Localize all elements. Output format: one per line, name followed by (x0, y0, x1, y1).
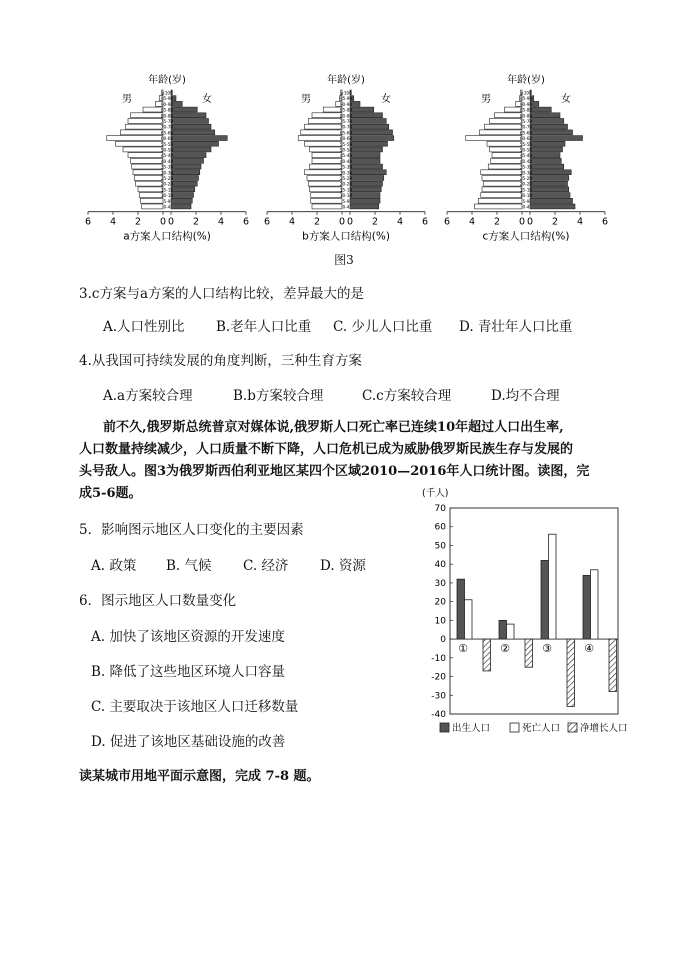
category-label: ③ (542, 642, 552, 656)
female-bar-10-14 (171, 193, 194, 198)
passage-line-2: 人口数量持续减少，人口质量不断下降，人口危机已成为威胁俄罗斯民族生存与发展的 (79, 442, 574, 457)
age-group-label: 80-84 (339, 114, 353, 120)
age-group-label: 70-74 (519, 125, 533, 131)
male-bar-70-74 (126, 124, 164, 129)
female-bar-50-54 (530, 147, 563, 152)
male-bar-20-24 (308, 181, 342, 186)
male-bar-70-74 (305, 124, 343, 129)
male-bar-50-54 (123, 147, 163, 152)
male-bar-55-59 (487, 141, 522, 146)
female-bar-40-44 (171, 158, 204, 163)
female-bar-40-44 (530, 158, 561, 163)
male-bar-5-9 (141, 198, 164, 203)
male-bar-30-34 (133, 170, 163, 175)
age-group-label: 35-39 (519, 165, 533, 171)
male-bar-20-24 (136, 181, 164, 186)
x-tick-label: 6 (263, 216, 271, 228)
death-bar-4 (591, 570, 599, 639)
y-tick-label: 50 (434, 541, 446, 552)
age-group-label: 45-49 (339, 154, 353, 160)
q3-option-a[interactable]: A.人口性别比 (103, 319, 185, 335)
q4-option-d[interactable]: D.均不合理 (491, 388, 560, 404)
passage-line-4: 成5-6题。 (79, 486, 142, 501)
age-group-label: 55-59 (339, 142, 353, 148)
female-bar-75-79 (171, 119, 209, 124)
age-group-label: 30-34 (519, 171, 533, 177)
age-group-label: 30-34 (160, 171, 174, 177)
age-group-label: ≥100 (520, 91, 532, 97)
age-group-label: 40-44 (160, 159, 174, 165)
male-bar-40-44 (131, 158, 164, 163)
male-bar-10-14 (139, 193, 163, 198)
x-tick-label: 0 (159, 216, 167, 228)
male-bar-0-4 (475, 204, 523, 209)
x-tick-label: 4 (468, 216, 476, 228)
net-growth-bar-3 (567, 639, 575, 706)
female-bar-20-24 (530, 181, 568, 186)
female-bar-70-74 (171, 124, 211, 129)
death-bar-3 (549, 534, 557, 639)
age-group-label: 90-94 (339, 102, 353, 108)
female-bar-55-59 (171, 141, 219, 146)
male-bar-80-84 (495, 113, 523, 118)
female-bar-5-9 (171, 198, 192, 203)
age-group-label: 55-59 (160, 142, 174, 148)
male-bar-50-54 (310, 147, 343, 152)
age-group-label: 5-9 (163, 199, 171, 205)
y-tick-label: -20 (431, 672, 446, 683)
female-bar-80-84 (171, 113, 206, 118)
female-bar-25-29 (171, 176, 199, 181)
male-bar-65-69 (301, 130, 342, 135)
male-bar-60-64 (466, 136, 522, 141)
female-label: 女 (561, 94, 571, 105)
age-group-label: 70-74 (339, 125, 353, 131)
female-bar-30-34 (171, 170, 200, 175)
female-bar-85-89 (171, 107, 197, 112)
x-tick-label: 6 (601, 216, 609, 228)
male-bar-60-64 (107, 136, 163, 141)
q3-option-d[interactable]: D. 青壮年人口比重 (459, 319, 573, 335)
male-bar-5-9 (311, 198, 342, 203)
female-bar-50-54 (350, 147, 383, 152)
age-group-label: 95-99 (160, 97, 174, 103)
male-bar-30-34 (305, 170, 343, 175)
male-bar-25-29 (482, 176, 522, 181)
male-bar-0-4 (312, 204, 342, 209)
male-label: 男 (301, 94, 311, 105)
x-axis-label: c方案人口结构(%) (482, 230, 570, 243)
age-group-label: 85-89 (339, 108, 353, 114)
age-group-label: 20-24 (519, 182, 533, 188)
death-bar-2 (507, 624, 515, 639)
legend-label: 净增长人口 (580, 723, 628, 734)
age-group-label: 50-54 (339, 148, 353, 154)
x-axis-label: a方案人口结构(%) (123, 230, 211, 243)
age-group-label: 35-39 (160, 165, 174, 171)
pyramid-c (431, 72, 621, 247)
y-tick-label: -10 (431, 653, 446, 664)
net-growth-bar-4 (609, 639, 617, 691)
age-group-label: 0-4 (163, 205, 171, 211)
male-bar-45-49 (128, 153, 163, 158)
age-group-label: 90-94 (519, 102, 533, 108)
male-bar-65-69 (121, 130, 164, 135)
q6-option-a[interactable]: A. 加快了该地区资源的开发速度 (91, 629, 285, 645)
female-bar-40-44 (350, 158, 380, 163)
male-bar-80-84 (131, 113, 164, 118)
male-bar-15-19 (310, 187, 343, 192)
female-bar-20-24 (350, 181, 383, 186)
age-group-label: 75-79 (339, 120, 353, 125)
male-bar-35-39 (488, 164, 522, 169)
y-tick-label: 0 (440, 635, 446, 646)
female-bar-45-49 (350, 153, 380, 158)
x-tick-label: 2 (313, 216, 321, 228)
y-tick-label: -40 (431, 710, 446, 720)
y-tick-label: 60 (434, 522, 446, 533)
female-bar-5-9 (530, 198, 573, 203)
x-tick-label: 0 (518, 216, 526, 228)
age-group-label: 50-54 (160, 148, 174, 154)
female-bar-55-59 (530, 141, 565, 146)
female-bar-85-89 (350, 107, 374, 112)
legend-label: 死亡人口 (522, 723, 561, 734)
age-group-label: 85-89 (160, 108, 174, 114)
age-group-label: ≥100 (161, 91, 173, 97)
y-tick-label: 20 (434, 597, 446, 608)
y-tick-label: 40 (434, 560, 446, 571)
age-group-label: 10-14 (339, 194, 353, 200)
female-bar-0-4 (171, 204, 191, 209)
q6-option-d[interactable]: D. 促进了该地区基础设施的改善 (91, 734, 286, 750)
male-bar-10-14 (481, 193, 522, 198)
female-bar-10-14 (350, 193, 380, 198)
age-group-label: 65-69 (339, 131, 353, 137)
x-tick-label: 4 (396, 216, 404, 228)
female-bar-65-69 (350, 130, 393, 135)
q4-stem: 4.从我国可持续发展的角度判断，三种生育方案 (79, 353, 362, 369)
female-bar-25-29 (530, 176, 569, 181)
male-bar-0-4 (142, 204, 163, 209)
x-tick-label: 6 (421, 216, 429, 228)
age-group-label: 45-49 (519, 154, 533, 160)
category-label: ② (500, 642, 510, 656)
female-bar-5-9 (350, 198, 380, 203)
female-bar-80-84 (530, 113, 560, 118)
age-group-label: 90-94 (160, 102, 174, 108)
age-group-label: 60-64 (160, 137, 174, 143)
female-bar-50-54 (171, 147, 211, 152)
age-group-label: 15-19 (339, 188, 353, 194)
male-bar-40-44 (312, 158, 342, 163)
age-group-label: 45-49 (160, 154, 174, 160)
birth-bar-1 (457, 579, 465, 639)
passage-line-3: 头号敌人。图3为俄罗斯西伯利亚地区某四个区域2010—2016年人口统计图。读图，完 (79, 464, 590, 479)
age-group-label: 60-64 (519, 137, 533, 143)
age-group-label: 15-19 (160, 188, 174, 194)
x-tick-label: 6 (443, 216, 451, 228)
q4-option-b[interactable]: B.b方案较合理 (233, 388, 324, 404)
age-group-label: 20-24 (339, 182, 353, 188)
q6-option-b[interactable]: B. 降低了这些地区环境人口容量 (91, 664, 286, 680)
x-tick-label: 4 (109, 216, 117, 228)
male-bar-35-39 (310, 164, 343, 169)
q5-option-a[interactable]: A. 政策 (91, 558, 137, 574)
male-bar-20-24 (483, 181, 522, 186)
female-bar-55-59 (350, 141, 388, 146)
q5-option-c[interactable]: C. 经济 (243, 558, 289, 574)
age-group-label: 25-29 (160, 177, 174, 182)
birth-bar-4 (583, 575, 591, 639)
age-group-label: 0-4 (342, 205, 350, 211)
female-bar-20-24 (171, 181, 197, 186)
male-bar-10-14 (311, 193, 342, 198)
male-bar-65-69 (480, 130, 523, 135)
y-tick-label: 10 (434, 616, 446, 627)
category-label: ① (458, 642, 468, 656)
age-axis-label: 年龄(岁) (507, 75, 545, 86)
female-bar-15-19 (171, 187, 195, 192)
female-bar-70-74 (350, 124, 389, 129)
q6-stem: 6．图示地区人口数量变化 (79, 593, 237, 609)
age-group-label: 25-29 (339, 177, 353, 182)
x-tick-label: 4 (288, 216, 296, 228)
male-bar-25-29 (134, 176, 163, 181)
male-bar-45-49 (492, 153, 522, 158)
q3-option-b[interactable]: B.老年人口比重 (216, 319, 312, 335)
age-group-label: 20-24 (160, 182, 174, 188)
x-tick-label: 4 (576, 216, 584, 228)
legend-swatch (510, 723, 519, 732)
age-group-label: 40-44 (339, 159, 353, 165)
birth-bar-2 (499, 620, 507, 639)
male-bar-45-49 (312, 153, 342, 158)
x-tick-label: 6 (84, 216, 92, 228)
female-bar-25-29 (350, 176, 384, 181)
female-bar-45-49 (530, 153, 560, 158)
male-bar-55-59 (116, 141, 164, 146)
male-label: 男 (481, 94, 491, 105)
male-bar-5-9 (478, 198, 522, 203)
female-bar-60-64 (530, 136, 583, 141)
age-group-label: 95-99 (339, 97, 353, 103)
y-tick-label: -30 (431, 691, 446, 702)
age-group-label: 95-99 (519, 97, 533, 103)
x-tick-label: 2 (192, 216, 200, 228)
death-bar-1 (465, 600, 473, 639)
female-bar-65-69 (530, 130, 573, 135)
male-bar-55-59 (305, 141, 343, 146)
male-bar-75-79 (308, 119, 342, 124)
female-bar-15-19 (350, 187, 381, 192)
legend-swatch (568, 723, 577, 732)
female-bar-60-64 (350, 136, 394, 141)
female-bar-45-49 (171, 153, 206, 158)
q3-option-c[interactable]: C. 少儿人口比重 (333, 319, 433, 335)
male-bar-35-39 (132, 164, 163, 169)
female-bar-0-4 (350, 204, 379, 209)
female-bar-15-19 (530, 187, 569, 192)
q5-option-d[interactable]: D. 资源 (320, 558, 366, 574)
age-group-label: 55-59 (519, 142, 533, 148)
passage-line-1: 前不久,俄罗斯总统普京对媒体说,俄罗斯人口死亡率已连续10年超过人口出生率, (103, 420, 564, 435)
x-tick-label: 0 (338, 216, 346, 228)
x-tick-label: 2 (493, 216, 501, 228)
y-axis-unit: (千人) (422, 488, 449, 499)
x-tick-label: 4 (217, 216, 225, 228)
female-bar-85-89 (530, 107, 551, 112)
age-group-label: 50-54 (519, 148, 533, 154)
x-tick-label: 0 (526, 216, 534, 228)
net-growth-bar-1 (483, 639, 491, 671)
x-tick-label: 0 (167, 216, 175, 228)
q5-option-b[interactable]: B. 气候 (166, 558, 212, 574)
female-bar-80-84 (350, 113, 383, 118)
female-bar-65-69 (171, 130, 215, 135)
female-bar-30-34 (530, 170, 571, 175)
male-bar-75-79 (128, 119, 163, 124)
age-group-label: 10-14 (519, 194, 533, 200)
female-bar-60-64 (171, 136, 227, 141)
female-bar-30-34 (350, 170, 386, 175)
age-group-label: 40-44 (519, 159, 533, 165)
age-group-label: 70-74 (160, 125, 174, 131)
age-group-label: 5-9 (522, 199, 530, 205)
birth-bar-3 (541, 560, 549, 639)
q5-stem: 5．影响图示地区人口变化的主要因素 (79, 522, 304, 538)
age-group-label: 80-84 (519, 114, 533, 120)
x-axis-label: b方案人口结构(%) (302, 230, 390, 243)
age-group-label: 80-84 (160, 114, 174, 120)
female-bar-75-79 (350, 119, 386, 124)
age-group-label: 75-79 (519, 120, 533, 125)
age-group-label: 35-39 (339, 165, 353, 171)
x-tick-label: 2 (371, 216, 379, 228)
age-group-label: 0-4 (522, 205, 530, 211)
category-label: ④ (584, 642, 594, 656)
y-tick-label: 30 (434, 578, 446, 589)
female-bar-10-14 (530, 193, 570, 198)
male-label: 男 (122, 94, 132, 105)
age-axis-label: 年龄(岁) (327, 75, 365, 86)
female-bar-35-39 (530, 164, 564, 169)
female-bar-70-74 (530, 124, 568, 129)
male-bar-30-34 (481, 170, 522, 175)
female-bar-75-79 (530, 119, 564, 124)
q4-option-c[interactable]: C.c方案较合理 (362, 388, 452, 404)
male-bar-70-74 (485, 124, 523, 129)
pyramid-b (251, 72, 441, 247)
male-bar-80-84 (312, 113, 342, 118)
male-bar-50-54 (490, 147, 523, 152)
age-group-label: 65-69 (519, 131, 533, 137)
age-group-label: 25-29 (519, 177, 533, 182)
x-tick-label: 6 (242, 216, 250, 228)
q4-option-a[interactable]: A.a方案较合理 (103, 388, 193, 404)
female-label: 女 (381, 94, 391, 105)
male-bar-25-29 (307, 176, 342, 181)
female-bar-35-39 (350, 164, 383, 169)
y-tick-label: 70 (434, 504, 446, 514)
x-tick-label: 2 (551, 216, 559, 228)
male-bar-40-44 (491, 158, 522, 163)
pyramid-a (72, 72, 262, 247)
age-group-label: 65-69 (160, 131, 174, 137)
age-group-label: 5-9 (342, 199, 350, 205)
age-group-label: 75-79 (160, 120, 174, 125)
female-label: 女 (202, 94, 212, 105)
x-tick-label: 2 (134, 216, 142, 228)
q6-option-c[interactable]: C. 主要取决于该地区人口迁移数量 (91, 699, 299, 715)
male-bar-15-19 (482, 187, 522, 192)
net-growth-bar-2 (525, 639, 533, 667)
population-bar-chart (418, 486, 628, 742)
male-bar-75-79 (490, 119, 523, 124)
age-axis-label: 年龄(岁) (148, 75, 186, 86)
age-group-label: 10-14 (160, 194, 174, 200)
instruction-7-8: 读某城市用地平面示意图，完成 7-8 题。 (79, 769, 320, 784)
age-group-label: 15-19 (519, 188, 533, 194)
male-bar-15-19 (138, 187, 163, 192)
age-group-label: 60-64 (339, 137, 353, 143)
female-bar-35-39 (171, 164, 201, 169)
age-group-label: 85-89 (519, 108, 533, 114)
q3-stem: 3.c方案与a方案的人口结构比较，差异最大的是 (79, 286, 364, 302)
legend-swatch (440, 723, 449, 732)
male-bar-60-64 (298, 136, 342, 141)
figure-caption: 图3 (334, 253, 354, 267)
age-group-label: ≥100 (340, 91, 352, 97)
female-bar-0-4 (530, 204, 575, 209)
x-tick-label: 0 (346, 216, 354, 228)
age-group-label: 30-34 (339, 171, 353, 177)
legend-label: 出生人口 (452, 723, 491, 734)
